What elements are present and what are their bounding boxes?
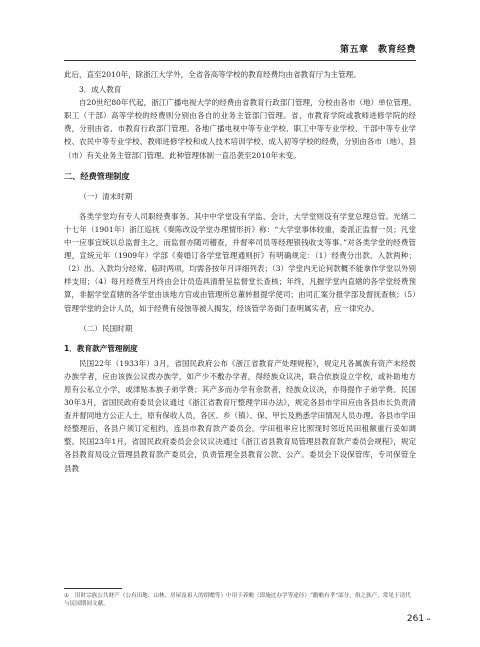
footnote-text: 旧时宗族公共财产（公有田地、山林、房屋及祖人的捐赠等）中用于养赡（即施过办学等途径）“瞻赡有孝”部分，俗之族产，常见于清代与民国期间文献。 <box>64 593 411 608</box>
footnote-divider <box>64 588 122 589</box>
heading-adult-education: 3．成人教育 <box>79 85 122 95</box>
paragraph-late-qing: 各类学堂均有专人司职经费事务。其中中学堂设有学监、会计，大学堂则设有学堂总理总管。光绪二十七年（1901年）浙江巡抚《奏陈改设学堂办理情形折》称：“大学堂事体较重，委派正监督一员；凡堂中一应事宜统以总监督主之，而监督亦随司稽查，并督率司员等经理银钱收支等事。”对各类学堂的经费管理，宣统元年（1909年）学部《奏婚订各学堂管理通则折》有明确规定：（1）经费分出款、入款两种；（2）出、入款均分经常、临时两项，均需各按年月详细列表；（3）学堂内无论何款概不能拿作学堂以外别样支用；（4）每月经费至月终由会计员造具清册呈监督堂长查核；年终，凡握学堂内直辖的各学堂经费预算，非据学堂直辖的各学堂由该地方官或由管理所总董转报提学使司；由司汇案分报学部及督抚查核；（5）管理学堂的会计人员，如于经费有侵蚀等被人揭发，经该管学务衙门查明属实者，应一律究办。 <box>64 211 416 313</box>
section-heading-funding-system: 二、经费管理制度 <box>64 170 130 181</box>
footnote-marker: ① <box>64 593 70 599</box>
paragraph-adult-education: 自20世纪80年代起，浙江广播电视大学的经费由省教育行政部门管理，分校由各市（地）单位管理。职工（干部）高等学校的经费则分别由各自的业务主管部门管理。省、市教育学院或教师进修学院的经费，分别由省、市教育行政部门管理。各地广播电视中等专业学校、职工中等专业学校、干部中等专业学校、农民中等专业学校、教师进修学校和成人技术培训学校、成人初等学校的经费，分别由各市（地）、县（市）有关业务主管部门管理。此种管理体制一直沿袭至2010年未变。 <box>64 98 416 160</box>
page-number-value: 261 <box>406 614 425 624</box>
subheading-republic-era: （二）民国时期 <box>79 323 133 333</box>
footnote <box>64 592 416 608</box>
paragraph-intro: 此后，直至2010年，除浙江大学外，全省各高等学校的教育经费均由省教育厅为主管理。 <box>64 70 361 79</box>
running-header <box>64 40 416 61</box>
heading-property-management: 1．教育款产管理制度 <box>64 343 138 353</box>
page-number <box>407 614 430 624</box>
chapter-title: 第五章 教育经费 <box>339 45 416 55</box>
paragraph-republic-era: 民国22年（1933年）3月，省国民政府公布《浙江省教育产处理规程》，规定凡各属族有资产未经拨办族学者，应由该族公议拨办族学，如产少不敷办学者，得经族众议决，联合依族设立学校，或补助地方原有公私立小学，或津贴本族子弟学费；其产多而办学有余款者，经族众议决，亦得提作子弟学费。民国30年3月，省国民政府委员会议通过《浙江省教育厅整理学田办法》，规定各县市学田应由各县市长负责清查并督同地方公正人士，原有保收人员，各区、乡（镇）、保、甲长及熟悉学田情况人员办理。各县市学田经整理后，各县户须订定租约，连县市教育款产委员会。学田租率应比照现时邻近民田租额重行妥如调整。民国23年1月，省国民政府委员会会议议决通过《浙江省县教育局管理县教育款产委员会规程》，规定各县教育局设立管理县教育款产委员会，负责管理全县教育公款、公产。委员会下设保管库，专司保管全县教 <box>64 358 416 473</box>
page-number-ornament: •• <box>426 617 430 623</box>
subheading-late-qing: （一）清末时期 <box>79 191 133 201</box>
page-body <box>64 68 416 475</box>
